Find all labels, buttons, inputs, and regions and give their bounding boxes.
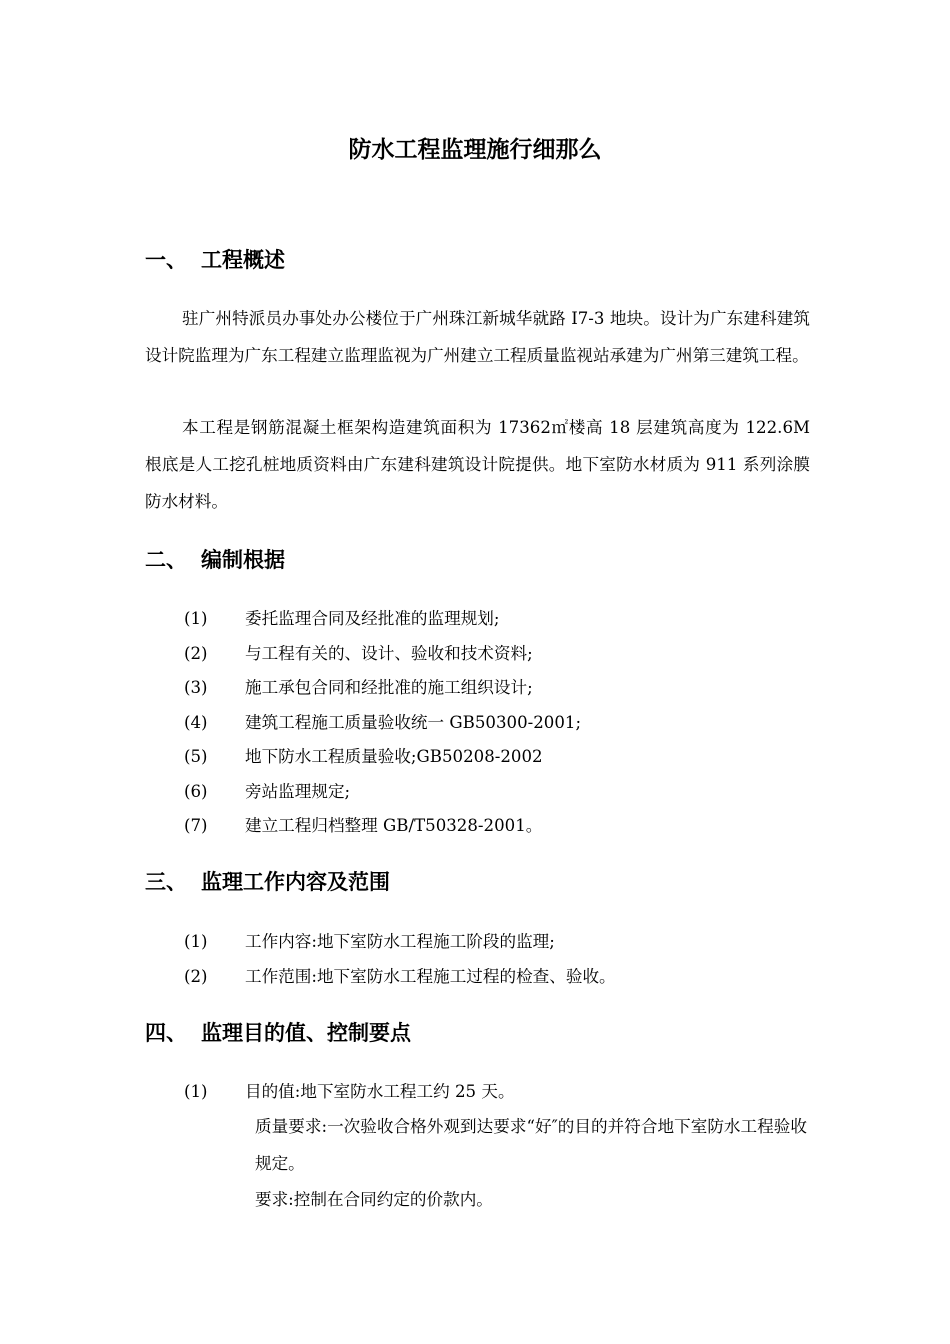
quality-requirement: 质量要求:一次验收合格外观到达要求“好″的目的并符合地下室防水工程验收规定。 <box>255 1117 807 1173</box>
list-item-number: (4) <box>184 713 208 732</box>
list-item-text: 与工程有关的、设计、验收和技术资料; <box>245 644 533 663</box>
section-2-heading <box>145 545 285 575</box>
list-item-text: 建筑工程施工质量验收统一 GB50300-2001; <box>245 713 582 732</box>
list-item-text: 施工承包合同和经批准的施工组织设计; <box>245 678 533 697</box>
list-item-text: 目的值:地下室防水工程工约 25 天。 <box>245 1082 515 1101</box>
list-item-number: (1) <box>184 932 208 951</box>
section-3-number: 三、 <box>145 870 187 894</box>
section-3-title: 监理工作内容及范围 <box>201 870 390 894</box>
list-item-number: (7) <box>184 816 208 835</box>
list-item-text: 工作范围:地下室防水工程施工过程的检查、验收。 <box>245 967 616 986</box>
list-item-number: (5) <box>184 747 208 766</box>
list-item-text: 工作内容:地下室防水工程施工阶段的监理; <box>245 932 555 951</box>
list-item-text: 旁站监理规定; <box>245 782 351 801</box>
section-4-title: 监理目的值、控制要点 <box>201 1021 411 1045</box>
list-item-text: 委托监理合同及经批准的监理规划; <box>245 609 500 628</box>
section-2-title: 编制根据 <box>201 548 285 572</box>
list-item-number: (1) <box>184 1082 208 1101</box>
section-4-number: 四、 <box>145 1021 187 1045</box>
document-title: 防水工程监理施行细那么 <box>348 137 602 163</box>
section-2-number: 二、 <box>145 548 187 572</box>
section-1-heading <box>145 245 285 275</box>
cost-requirement: 要求:控制在合同约定的价款内。 <box>255 1190 493 1209</box>
list-item-number: (6) <box>184 782 208 801</box>
list-item-text: 地下防水工程质量验收;GB50208-2002 <box>245 747 543 766</box>
section-1-paragraph-2: 本工程是钢筋混凝土框架构造建筑面积为 17362㎡楼高 18 层建筑高度为 122.6M 根底是人工挖孔桩地质资料由广东建科建筑设计院提供。地下室防水材质为 911 系列涂膜防水材料。 <box>145 418 810 511</box>
list-item-number: (2) <box>184 967 208 986</box>
section-1-number: 一、 <box>145 248 187 272</box>
section-3-heading <box>145 867 390 897</box>
list-item-number: (2) <box>184 644 208 663</box>
list-item-text: 建立工程归档整理 GB/T50328-2001。 <box>245 816 543 835</box>
list-item-number: (1) <box>184 609 208 628</box>
list-item-number: (3) <box>184 678 208 697</box>
section-1-title: 工程概述 <box>201 248 285 272</box>
section-1-paragraph-1: 驻广州特派员办事处办公楼位于广州珠江新城华就路 I7-3 地块。设计为广东建科建筑设计院监理为广东工程建立监理监视为广州建立工程质量监视站承建为广州第三建筑工程。 <box>145 309 810 365</box>
section-4-heading <box>145 1018 411 1048</box>
